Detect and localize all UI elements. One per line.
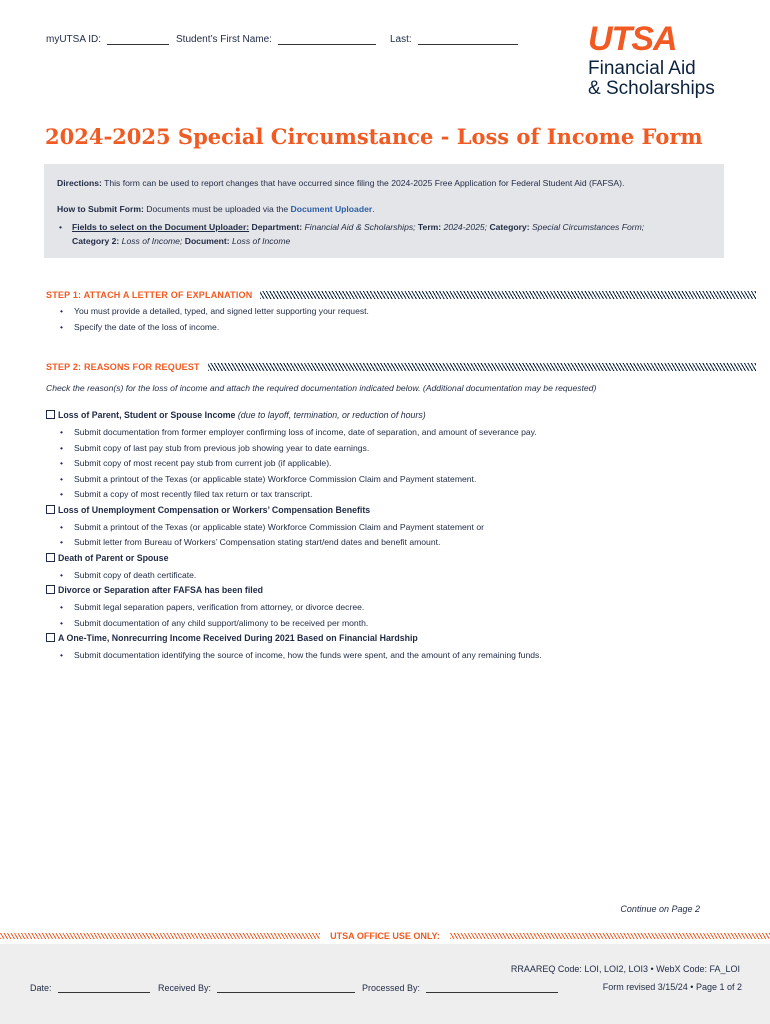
- reason-bullet: • Submit documentation of any child support/alimony to be received per month.: [60, 616, 746, 632]
- step1-title: STEP 1: ATTACH A LETTER OF EXPLANATION: [46, 290, 253, 300]
- step2-divider: [208, 363, 756, 371]
- reason-label: A One-Time, Nonrecurring Income Received During 2021 Based on Financial Hardship: [58, 633, 418, 643]
- reason-bullet: • Submit copy of most recent pay stub from current job (if applicable).: [60, 456, 746, 472]
- term-label: Term:: [415, 222, 442, 232]
- step2-title: STEP 2: REASONS FOR REQUEST: [46, 362, 200, 372]
- reason-label: Loss of Parent, Student or Spouse Income: [58, 410, 236, 420]
- myutsa-id-field: [46, 34, 169, 45]
- reason-item: [46, 551, 746, 566]
- last-name-field: [390, 34, 518, 45]
- date-field: [30, 982, 150, 993]
- logo-line2: & Scholarships: [588, 78, 715, 99]
- how-to-submit-text: Documents must be uploaded via the: [143, 204, 291, 214]
- first-name-field: [176, 34, 376, 45]
- fields-label: Fields to select on the Document Uploader:: [72, 222, 250, 232]
- processed-by-label: Processed By:: [362, 983, 421, 993]
- continue-note: Continue on Page 2: [620, 904, 700, 914]
- uploader-fields: [57, 220, 722, 248]
- directions-box: [44, 164, 724, 258]
- reason-bullet: • Submit a printout of the Texas (or applicable state) Workforce Commission Claim and Payment statement.: [60, 472, 746, 488]
- processed-by-field: [362, 982, 558, 993]
- how-period: .: [372, 204, 375, 214]
- myutsa-id-label: myUTSA ID:: [46, 34, 102, 45]
- office-codes: RRAAREQ Code: LOI, LOI2, LOI3 • WebX Code: FA_LOI: [510, 964, 740, 974]
- how-to-submit: [57, 202, 717, 216]
- reason-checkbox[interactable]: [46, 505, 55, 514]
- step1-divider: [260, 291, 756, 299]
- received-by-label: Received By:: [158, 983, 212, 993]
- office-use-section: [0, 944, 770, 1024]
- reason-checkbox[interactable]: [46, 585, 55, 594]
- date-label: Date:: [30, 983, 52, 993]
- reason-item: [46, 631, 746, 646]
- document-label: Document:: [182, 236, 230, 246]
- step1-bullet: • You must provide a detailed, typed, and signed letter supporting your request.: [60, 304, 740, 320]
- office-hatch-right: [450, 933, 770, 939]
- reason-bullet: • Submit a copy of most recently filed tax return or tax transcript.: [60, 487, 746, 503]
- reason-item: [46, 408, 746, 423]
- logo-wordmark: UTSA: [588, 20, 677, 58]
- category2-value: Loss of Income;: [119, 236, 183, 246]
- processed-by-line[interactable]: [426, 982, 558, 993]
- myutsa-id-line[interactable]: [107, 34, 169, 45]
- category-label: Category:: [487, 222, 530, 232]
- reason-checkbox[interactable]: [46, 410, 55, 419]
- reason-checkbox[interactable]: [46, 633, 55, 642]
- reason-bullet: • Submit legal separation papers, verification from attorney, or divorce decree.: [60, 600, 746, 616]
- reason-checkbox[interactable]: [46, 553, 55, 562]
- last-name-label: Last:: [390, 34, 412, 45]
- logo-line1: Financial Aid: [588, 58, 696, 79]
- received-by-line[interactable]: [217, 982, 355, 993]
- reason-bullet: • Submit documentation from former employer confirming loss of income, date of separation, and amount of severance pay.: [60, 425, 746, 441]
- office-hatch-left: [0, 933, 320, 939]
- last-name-line[interactable]: [418, 34, 518, 45]
- step2-instruction: Check the reason(s) for the loss of income and attach the required documentation indicated below. (Additional documentation may be requested): [46, 383, 597, 393]
- reason-bullet: • Submit letter from Bureau of Workers’ Compensation stating start/end dates and benefit amount.: [60, 535, 746, 551]
- reason-item: [46, 583, 746, 598]
- reasons-list: [46, 408, 746, 664]
- reason-bullet: • Submit copy of last pay stub from previous job showing year to date earnings.: [60, 441, 746, 457]
- received-by-field: [158, 982, 355, 993]
- reason-label: Divorce or Separation after FAFSA has been filed: [58, 585, 263, 595]
- reason-label: Loss of Unemployment Compensation or Workers’ Compensation Benefits: [58, 504, 371, 515]
- step1-heading: [46, 290, 756, 300]
- how-to-submit-label: How to Submit Form:: [57, 204, 144, 214]
- reason-bullet: • Submit copy of death certificate.: [60, 568, 746, 584]
- term-value: 2024-2025;: [441, 222, 488, 232]
- utsa-logo: [588, 20, 715, 99]
- step1-list: [60, 304, 740, 335]
- step2-heading: [46, 362, 756, 372]
- step1-bullet: • Specify the date of the loss of income.: [60, 320, 740, 336]
- dept-label: Department:: [249, 222, 303, 232]
- form-revised: Form revised 3/15/24 • Page 1 of 2: [602, 982, 742, 992]
- reason-bullet: • Submit a printout of the Texas (or applicable state) Workforce Commission Claim and Payment statement or: [60, 520, 746, 536]
- page-title: 2024-2025 Special Circumstance - Loss of Income Form: [45, 124, 703, 149]
- directions-label: Directions:: [57, 178, 102, 188]
- reason-bullet: • Submit documentation identifying the source of income, how the funds were spent, and the amount of any remaining funds.: [60, 648, 746, 664]
- reason-item: [46, 503, 746, 518]
- office-use-divider: [0, 931, 770, 941]
- document-uploader-link[interactable]: Document Uploader: [290, 204, 373, 214]
- dept-value: Financial Aid & Scholarships;: [302, 222, 416, 232]
- directions-body: This form can be used to report changes that have occurred since filing the 2024-2025 Free Application for Federal Student Aid (FAFSA).: [101, 178, 625, 188]
- directions-text: [57, 176, 717, 190]
- bullet: •: [59, 222, 63, 232]
- date-line[interactable]: [58, 982, 150, 993]
- reason-note: (due to layoff, termination, or reduction of hours): [235, 410, 426, 420]
- category-value: Special Circumstances Form;: [529, 222, 645, 232]
- category2-label: Category 2:: [72, 236, 120, 246]
- office-use-label: UTSA OFFICE USE ONLY:: [330, 931, 440, 941]
- first-name-line[interactable]: [278, 34, 376, 45]
- document-value: Loss of Income: [229, 236, 291, 246]
- reason-label: Death of Parent or Spouse: [58, 552, 169, 563]
- first-name-label: Student’s First Name:: [176, 34, 272, 45]
